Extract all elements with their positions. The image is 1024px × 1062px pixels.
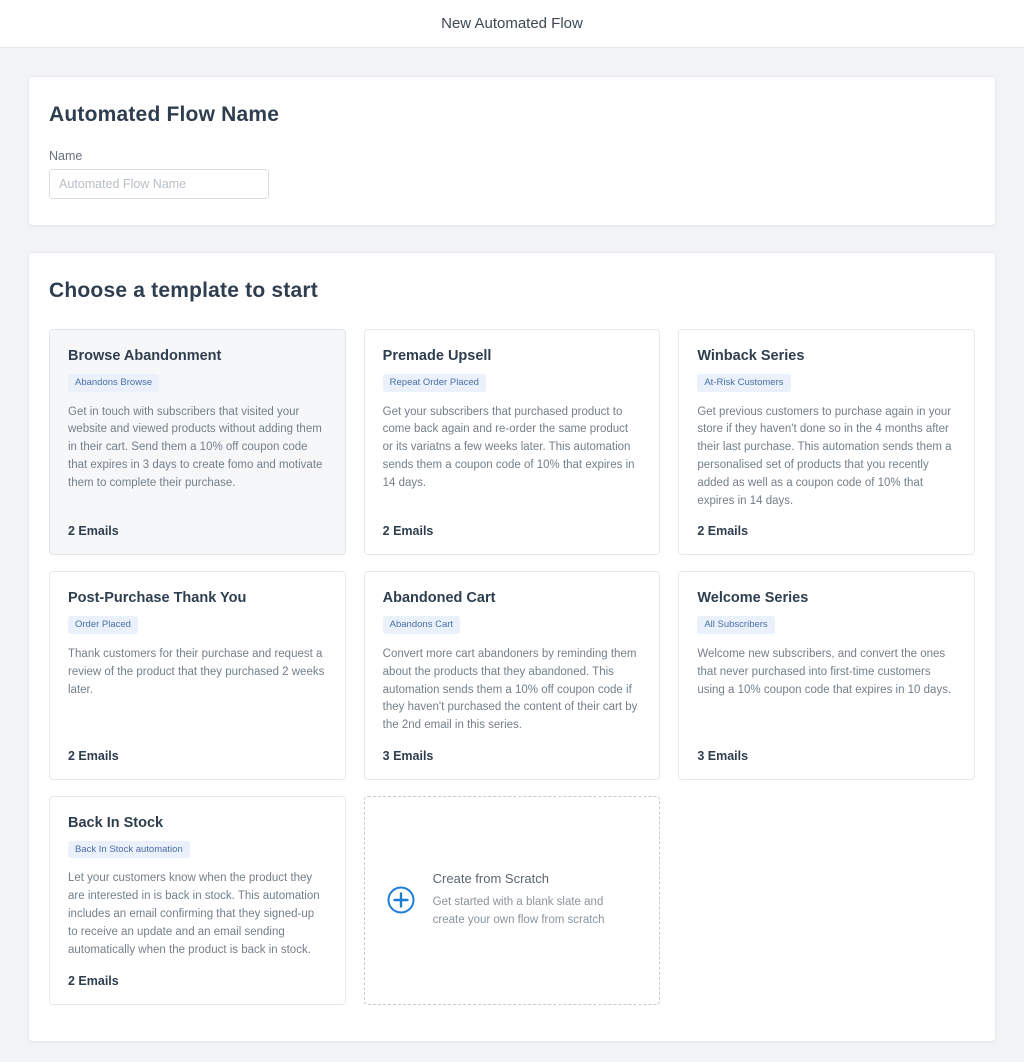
templates-heading: Choose a template to start: [49, 279, 318, 302]
template-badge: Abandons Cart: [383, 616, 460, 634]
template-badge: At-Risk Customers: [697, 374, 790, 392]
template-email-count: 2 Emails: [697, 524, 749, 539]
template-card[interactable]: [678, 329, 975, 555]
templates-card: [28, 252, 996, 1042]
template-email-count: 2 Emails: [68, 524, 119, 539]
template-card[interactable]: [364, 571, 661, 780]
template-title: Winback Series: [697, 348, 805, 364]
template-email-count: 3 Emails: [382, 748, 434, 763]
template-badge: Repeat Order Placed: [383, 374, 486, 392]
name-field-label: Name: [49, 149, 83, 163]
template-title: Back In Stock: [68, 814, 164, 831]
page-title: New Automated Flow: [441, 15, 583, 32]
template-title: Premade Upsell: [382, 348, 492, 364]
template-card[interactable]: [678, 571, 975, 780]
template-badge: Abandons Browse: [68, 374, 159, 392]
template-description: Get your subscribers that purchased product to come back again and re-order the same product or its variatns a few weeks later. This automation sends them a coupon code of 10% that expires in 14 days.: [382, 405, 635, 489]
template-title: Browse Abandonment: [68, 348, 222, 364]
template-email-count: 2 Emails: [68, 973, 119, 988]
flow-name-heading: Automated Flow Name: [49, 103, 280, 126]
template-email-count: 3 Emails: [697, 748, 749, 763]
template-description: Get in touch with subscribers that visited your website and viewed products without adding them in their cart. Send them a 10% off coupon code that expires in 3 days to create fomo and motivate them to complete their purchase.: [68, 405, 323, 489]
template-description: Let your customers know when the product they are interested in is back in stock. This automation includes an email confirming that they signed-up to receive an update and an email sending automatically when the product is back in stock.: [68, 872, 320, 956]
page-content: [0, 48, 1024, 1062]
template-title: Welcome Series: [697, 590, 809, 607]
template-badge: Back In Stock automation: [68, 841, 190, 859]
create-from-scratch-text: [433, 871, 638, 929]
template-email-count: 2 Emails: [382, 524, 434, 539]
template-description: Get previous customers to purchase again in your store if they haven't done so in the 4 months after their last purchase. This automation sends them a personalised set of products that you recently added as well as a coupon code of 10% that expires in 14 days.: [697, 405, 952, 507]
template-badge: All Subscribers: [697, 616, 774, 634]
template-card[interactable]: [49, 329, 346, 555]
flow-name-card: [28, 76, 996, 226]
flow-name-input[interactable]: [49, 169, 269, 199]
template-grid: [49, 329, 975, 1005]
template-description: Welcome new subscribers, and convert the ones that never purchased into first-time customers using a 10% coupon code that expires in 10 days.: [697, 647, 952, 696]
template-card[interactable]: [49, 571, 346, 780]
template-description: Thank customers for their purchase and request a review of the product that they purchased 2 weeks later.: [68, 647, 325, 696]
template-card[interactable]: [364, 329, 661, 555]
create-from-scratch-title: Create from Scratch: [432, 871, 549, 887]
template-badge: Order Placed: [68, 616, 138, 634]
create-from-scratch-description: Get started with a blank slate and create your own flow from scratch: [432, 896, 605, 926]
template-description: Convert more cart abandoners by reminding them about the products that they abandoned. This automation sends them a 10% off coupon code if they haven't purchased the content of their cart by the 2nd email in this series.: [382, 647, 638, 732]
template-card[interactable]: [49, 796, 346, 1005]
template-email-count: 2 Emails: [68, 748, 119, 763]
top-bar: [0, 0, 1024, 48]
template-title: Post-Purchase Thank You: [68, 590, 247, 607]
template-title: Abandoned Cart: [382, 590, 496, 607]
plus-circle-icon: [387, 886, 415, 914]
create-from-scratch-card[interactable]: [364, 796, 661, 1005]
